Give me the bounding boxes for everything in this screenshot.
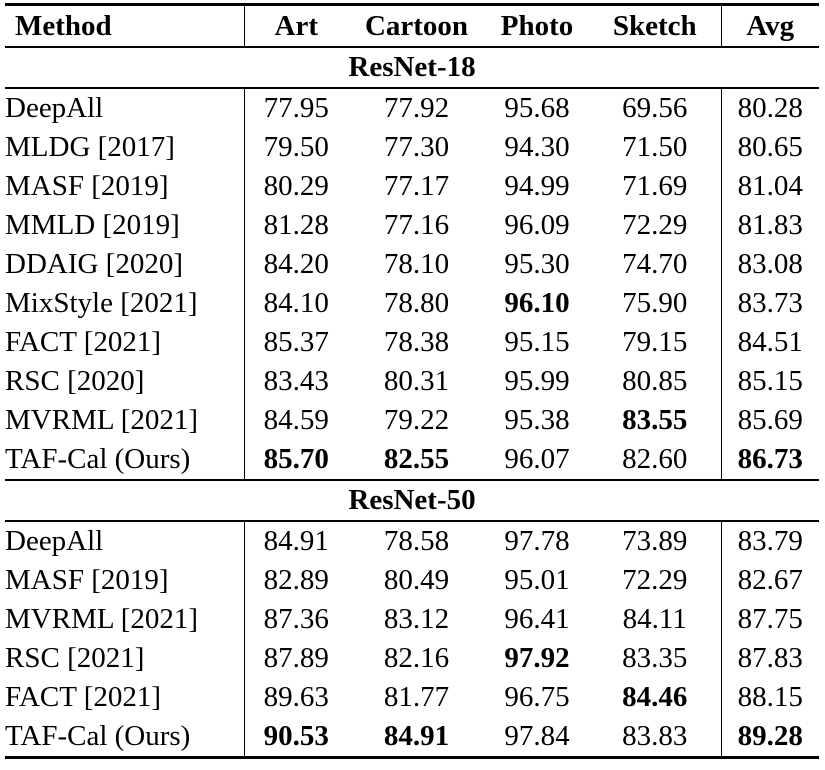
photo-cell: 95.38: [504, 404, 570, 436]
table-row: [5, 401, 819, 440]
sketch-cell: 83.83: [589, 717, 721, 758]
cartoon-cell: 78.58: [383, 525, 450, 557]
table-row: [5, 561, 819, 600]
table-row: [5, 717, 819, 758]
sketch-cell: 83.55: [589, 401, 721, 440]
cartoon-cell: 80.49: [383, 564, 450, 596]
header-row: [5, 5, 819, 48]
art-cell: 84.20: [263, 248, 329, 280]
sketch-cell: 84.46: [589, 678, 721, 717]
table-row: [5, 88, 819, 128]
photo-cell: 95.68: [504, 92, 570, 124]
table-row: [5, 440, 819, 480]
cartoon-cell: 81.77: [383, 681, 450, 713]
results-table: [5, 3, 819, 759]
cartoon-cell: 83.12: [383, 603, 450, 635]
photo-cell: 96.10: [504, 287, 570, 319]
cartoon-cell: 82.16: [383, 642, 450, 674]
method-cell: DeepAll: [5, 88, 244, 128]
sketch-cell: 75.90: [589, 284, 721, 323]
sketch-cell: 72.29: [589, 206, 721, 245]
art-cell: 83.43: [263, 365, 329, 397]
art-cell: 84.59: [263, 404, 329, 436]
sketch-cell: 79.15: [589, 323, 721, 362]
art-cell: 79.50: [263, 131, 329, 163]
section-header-row: [5, 480, 819, 521]
avg-cell: 83.73: [737, 287, 803, 319]
section-title: ResNet-50: [348, 484, 476, 516]
table-row: [5, 128, 819, 167]
avg-cell: 85.69: [737, 404, 803, 436]
table-row: [5, 362, 819, 401]
avg-cell: 80.28: [737, 92, 803, 124]
method-cell: FACT [2021]: [5, 323, 244, 362]
method-cell: FACT [2021]: [5, 678, 244, 717]
art-cell: 84.91: [263, 525, 329, 557]
method-cell: DeepAll: [5, 521, 244, 561]
cartoon-cell: 77.30: [383, 131, 450, 163]
table-row: [5, 600, 819, 639]
art-cell: 85.70: [263, 443, 329, 475]
method-cell: MLDG [2017]: [5, 128, 244, 167]
method-cell: TAF-Cal (Ours): [5, 717, 244, 758]
header-avg: Avg: [746, 9, 795, 42]
photo-cell: 97.92: [504, 642, 570, 674]
art-cell: 87.36: [263, 603, 329, 635]
art-cell: 80.29: [263, 170, 329, 202]
avg-cell: 85.15: [737, 365, 803, 397]
section-header-row: [5, 47, 819, 88]
cartoon-cell: 78.38: [383, 326, 450, 358]
photo-cell: 94.99: [504, 170, 570, 202]
avg-cell: 86.73: [737, 443, 803, 475]
art-cell: 81.28: [263, 209, 329, 241]
method-cell: RSC [2021]: [5, 639, 244, 678]
header-sketch: Sketch: [589, 5, 721, 48]
cartoon-cell: 77.16: [383, 209, 450, 241]
cartoon-cell: 78.10: [383, 248, 450, 280]
method-cell: MASF [2019]: [5, 561, 244, 600]
method-cell: RSC [2020]: [5, 362, 244, 401]
table-row: [5, 284, 819, 323]
method-cell: MASF [2019]: [5, 167, 244, 206]
art-cell: 89.63: [263, 681, 329, 713]
method-cell: MMLD [2019]: [5, 206, 244, 245]
table-row: [5, 678, 819, 717]
table-header: [5, 5, 819, 48]
avg-cell: 82.67: [737, 564, 803, 596]
header-method: Method: [5, 5, 244, 48]
photo-cell: 95.15: [504, 326, 570, 358]
photo-cell: 94.30: [504, 131, 570, 163]
avg-cell: 81.83: [737, 209, 803, 241]
cartoon-cell: 80.31: [383, 365, 450, 397]
avg-cell: 84.51: [737, 326, 803, 358]
cartoon-cell: 77.92: [383, 92, 450, 124]
photo-cell: 97.84: [504, 720, 570, 752]
sketch-cell: 73.89: [589, 521, 721, 561]
cartoon-cell: 84.91: [383, 720, 450, 752]
cartoon-cell: 79.22: [383, 404, 450, 436]
method-cell: DDAIG [2020]: [5, 245, 244, 284]
avg-cell: 83.08: [737, 248, 803, 280]
photo-cell: 95.30: [504, 248, 570, 280]
header-art: Art: [274, 9, 318, 42]
sketch-cell: 71.50: [589, 128, 721, 167]
art-cell: 90.53: [263, 720, 329, 752]
photo-cell: 97.78: [504, 525, 570, 557]
avg-cell: 87.83: [737, 642, 803, 674]
art-cell: 77.95: [263, 92, 329, 124]
art-cell: 85.37: [263, 326, 329, 358]
section-title: ResNet-18: [348, 51, 476, 83]
sketch-cell: 71.69: [589, 167, 721, 206]
cartoon-cell: 82.55: [383, 443, 450, 475]
table-row: [5, 206, 819, 245]
avg-cell: 83.79: [737, 525, 803, 557]
header-photo: Photo: [500, 9, 574, 42]
avg-cell: 80.65: [737, 131, 803, 163]
photo-cell: 96.09: [504, 209, 570, 241]
sketch-cell: 69.56: [589, 88, 721, 128]
sketch-cell: 80.85: [589, 362, 721, 401]
sketch-cell: 82.60: [589, 440, 721, 480]
photo-cell: 95.01: [504, 564, 570, 596]
photo-cell: 96.07: [504, 443, 570, 475]
table-body: [5, 47, 819, 758]
avg-cell: 89.28: [737, 720, 803, 752]
art-cell: 87.89: [263, 642, 329, 674]
photo-cell: 96.41: [504, 603, 570, 635]
method-cell: MVRML [2021]: [5, 401, 244, 440]
art-cell: 82.89: [263, 564, 329, 596]
sketch-cell: 84.11: [589, 600, 721, 639]
table-row: [5, 639, 819, 678]
table-row: [5, 245, 819, 284]
avg-cell: 87.75: [737, 603, 803, 635]
cartoon-cell: 78.80: [383, 287, 450, 319]
sketch-cell: 72.29: [589, 561, 721, 600]
photo-cell: 95.99: [504, 365, 570, 397]
photo-cell: 96.75: [504, 681, 570, 713]
cartoon-cell: 77.17: [383, 170, 450, 202]
sketch-cell: 74.70: [589, 245, 721, 284]
avg-cell: 88.15: [737, 681, 803, 713]
header-cartoon: Cartoon: [364, 9, 469, 42]
method-cell: MVRML [2021]: [5, 600, 244, 639]
table-row: [5, 323, 819, 362]
method-cell: MixStyle [2021]: [5, 284, 244, 323]
sketch-cell: 83.35: [589, 639, 721, 678]
table-row: [5, 521, 819, 561]
avg-cell: 81.04: [737, 170, 803, 202]
method-cell: TAF-Cal (Ours): [5, 440, 244, 480]
table-row: [5, 167, 819, 206]
art-cell: 84.10: [263, 287, 329, 319]
